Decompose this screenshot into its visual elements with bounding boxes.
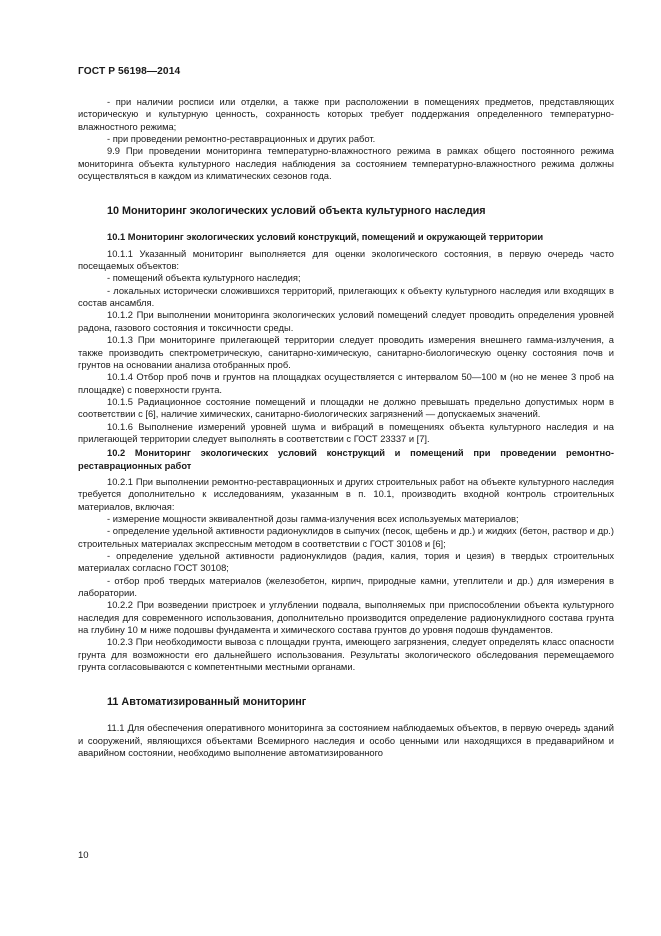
paragraph-10-2-1: 10.2.1 При выполнении ремонтно-реставрационных и других строительных работ на объекте культурного наследия требуется дополнительно к исследованиям, указанным в п. 10.1, производить входной контроль строительных материалов, включая:	[78, 476, 614, 512]
list-item: - помещений объекта культурного наследия;	[107, 273, 301, 284]
paragraph-10-1-5: 10.1.5 Радиационное состояние помещений и площадки не должно превышать предельно допустимых норм в соответствии с [6], наличие химических, санитарно-биологических загрязнений — допускаемых значений.	[78, 396, 614, 420]
paragraph-10-1-1: 10.1.1 Указанный мониторинг выполняется для оценки экологического состояния, в первую очередь часто посещаемых объектов:	[78, 248, 614, 272]
list-item: - определение удельной активности радионуклидов в сыпучих (песок, щебень и др.) и жидких (бетон, раствор и др.) строительных материалах экспрессным методом в соответствии с ГОСТ 30108 и [6];	[78, 526, 614, 549]
paragraph-10-1-3: 10.1.3 При мониторинге прилегающей территории следует проводить измерения внешнего гамма-излучения, а также производить спектрометрическую, санитарно-химическую, санитарно-биологическую оценку состояния почв и грунтов на основании анализа отобранных проб.	[78, 335, 614, 370]
list-item: - определение удельной активности радионуклидов (радия, калия, тория и цезия) в твердых строительных материалах согласно ГОСТ 30108;	[78, 551, 614, 574]
paragraph-10-1-6: 10.1.6 Выполнение измерений уровней шума и вибраций в помещениях объекта культурного наследия и на прилегающей территории следует выполнять в соответствии с ГОСТ 23337 и [7].	[78, 421, 614, 444]
paragraph-10-2-2: 10.2.2 При возведении пристроек и углублении подвала, выполняемых при приспособлении объекта культурного наследия для современного использования, дополнительно производится определение радионуклидного состава грунта на глубину 10 м ниже подошвы фундамента и химического состава грунтов до уровня подошв фундаментов.	[78, 600, 614, 636]
paragraph-9-9: 9.9 При проведении мониторинга температурно-влажностного режима в рамках общего постоянного режима мониторинга объекта культурного наследия наблюдения за состоянием температурно-влажностного режима должны осуществляться в каждом из климатических сезонов года.	[78, 146, 614, 182]
list-item: - измерение мощности эквивалентной дозы гамма-излучения всех используемых материалов;	[107, 513, 519, 524]
document-body	[78, 96, 614, 759]
subsection-heading-10-2: 10.2 Мониторинг экологических условий конструкций и помещений при проведении ремонтно-реставрационных работ	[78, 448, 614, 471]
list-item: - отбор проб твердых материалов (железобетон, кирпич, природные камни, утеплители и др.) для измерения в лаборатории.	[78, 575, 614, 599]
list-item: - при проведении ремонтно-реставрационных и других работ.	[107, 134, 376, 145]
subsection-heading-10-1: 10.1 Мониторинг экологических условий конструкций, помещений и окружающей территории	[107, 232, 544, 243]
paragraph-10-2-3: 10.2.3 При необходимости вывоза с площадки грунта, имеющего загрязнения, следует определять класс опасности грунта для возможности его дальнейшего использования. Результаты экологического обследования перемещаемого грунта согласовываются с компетентными местными органами.	[78, 637, 614, 673]
section-heading-10: 10 Мониторинг экологических условий объекта культурного наследия	[107, 205, 486, 218]
paragraph-10-1-4: 10.1.4 Отбор проб почв и грунтов на площадках осуществляется с интервалом 50—100 м (но не менее 3 проб на площадке) с поверхности грунта.	[78, 372, 614, 395]
paragraph-10-1-2: 10.1.2 При выполнении мониторинга экологических условий помещений следует проводить определения уровней радона, газового состояния и токсичности среды.	[78, 310, 614, 333]
paragraph-11-1: 11.1 Для обеспечения оперативного мониторинга за состоянием наблюдаемых объектов, в первую очередь зданий и сооружений, являющихся объектами Всемирного наследия и особо ценными или находящихся в предаварийном и аварийном состоянии, необходимо выполнение автоматизированного	[78, 723, 614, 759]
page-number: 10	[78, 850, 89, 861]
list-item: - при наличии росписи или отделки, а также при расположении в помещениях предметов, представляющих историческую и культурную ценность, сохранность которых требует поддержания определенного температурно-влажностного режима;	[78, 97, 614, 132]
list-item: - локальных исторически сложившихся территорий, прилегающих к объекту культурного наследия или входящих в состав ансамбля.	[78, 285, 614, 309]
section-heading-11: 11 Автоматизированный мониторинг	[107, 696, 307, 709]
document-header: ГОСТ Р 56198—2014	[78, 66, 181, 77]
